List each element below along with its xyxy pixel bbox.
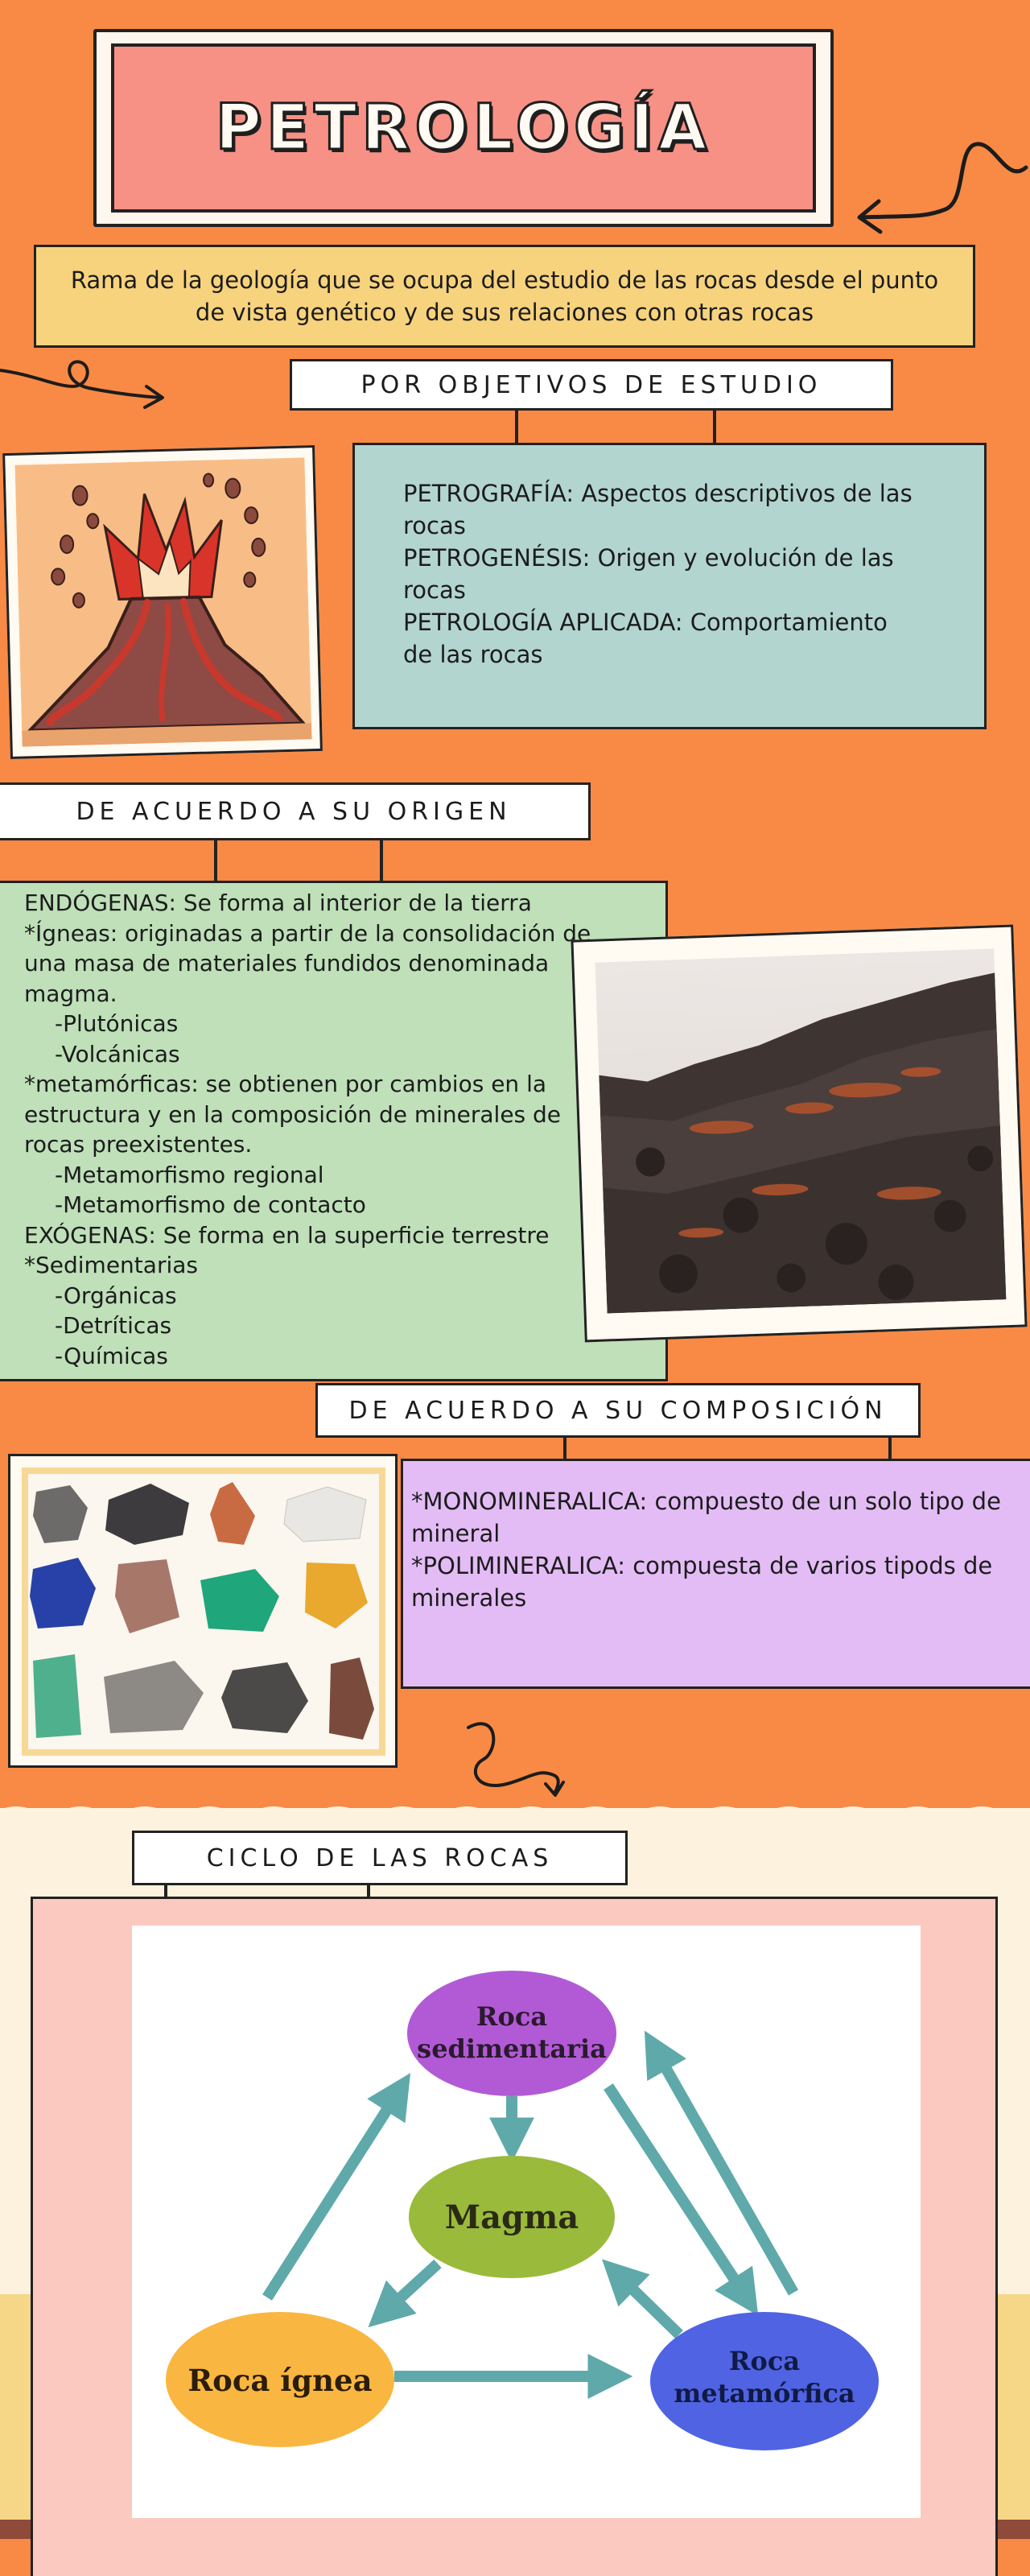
- definition-box: [34, 245, 975, 348]
- volcano-illustration-icon: [14, 457, 311, 746]
- origen-line: -Orgánicas: [55, 1282, 177, 1309]
- rock-cycle-diagram: [132, 1926, 921, 2518]
- lava-photo-frame: [571, 925, 1027, 1343]
- origen-line: estructura y en la composición de minerales de: [24, 1100, 562, 1128]
- connector-line: [367, 1885, 370, 1898]
- origen-line: magma.: [24, 980, 117, 1007]
- composicion-line: *MONOMINERALICA: compuesto de un solo tipo de: [411, 1488, 1001, 1515]
- node-metamorfica-label-1: Roca: [728, 2346, 801, 2376]
- node-sedimentaria-label-1: Roca: [476, 2001, 548, 2032]
- composicion-line: minerales: [411, 1584, 527, 1612]
- connector-line: [515, 411, 518, 444]
- section-header-origen: [0, 782, 591, 840]
- title-banner: [111, 43, 816, 213]
- origen-line: ENDÓGENAS: Se forma al interior de la tierra: [24, 890, 532, 916]
- node-magma: [409, 2156, 615, 2278]
- origen-line: -Detríticas: [55, 1312, 172, 1339]
- arrow-meta-to-magma: [615, 2272, 679, 2334]
- composicion-line: *POLIMINERALICA: compuesta de varios tipods de: [411, 1552, 993, 1579]
- minerals-photo-frame: [8, 1454, 398, 1768]
- definition-text: Rama de la geología que se ocupa del estudio de las rocas desde el punto de vista genético y de sus relaciones con otras rocas: [70, 266, 939, 326]
- arrow-ignea-to-sed: [267, 2088, 401, 2297]
- origen-line: EXÓGENAS: Se forma en la superficie terrestre: [24, 1221, 550, 1249]
- node-magma-label: Magma: [444, 2198, 579, 2236]
- origen-line: una masa de materiales fundidos denominada: [24, 950, 550, 976]
- rock-cycle-svg: [132, 1926, 921, 2518]
- objetivos-box: [352, 443, 987, 729]
- node-metamorfica-label-2: metamórfica: [674, 2378, 855, 2409]
- section-header-ciclo: [132, 1831, 628, 1885]
- arrow-sed-to-meta: [608, 2087, 748, 2301]
- origen-line: -Volcánicas: [55, 1040, 180, 1067]
- origen-line: -Químicas: [55, 1342, 168, 1369]
- node-metamorfica: [650, 2312, 879, 2450]
- arrow-magma-to-ignea: [381, 2264, 438, 2315]
- connector-line: [214, 840, 217, 881]
- page-title: PETROLOGÍA: [215, 92, 712, 164]
- origen-line: *metamórficas: se obtienen por cambios en la: [24, 1071, 547, 1097]
- torn-edge: [0, 1802, 1030, 1818]
- node-ignea: [166, 2312, 394, 2447]
- origen-line: -Metamorfismo regional: [55, 1161, 324, 1188]
- composicion-line: mineral: [411, 1520, 501, 1547]
- section-header-composicion: [315, 1383, 921, 1438]
- node-sedimentaria-label-2: sedimentaria: [417, 2033, 607, 2064]
- objetivos-line: PETROGENÉSIS: Origen y evolución de las: [403, 544, 894, 572]
- origen-line: *Ígneas: originadas a partir de la consolidación de: [24, 919, 591, 947]
- connector-line: [563, 1438, 566, 1460]
- section-header-ciclo-label: CICLO DE LAS ROCAS: [206, 1843, 554, 1872]
- origen-line: rocas preexistentes.: [24, 1131, 253, 1158]
- node-ignea-label: Roca ígnea: [187, 2363, 373, 2398]
- squiggle-arrow-icon: [451, 1711, 571, 1800]
- lava-field-photo-icon: [595, 948, 1006, 1313]
- origen-line: *Sedimentarias: [24, 1252, 198, 1278]
- node-sedimentaria: [407, 1971, 616, 2096]
- section-header-objetivos: [290, 359, 893, 411]
- loop-arrow-icon: [0, 346, 177, 411]
- connector-line: [713, 411, 716, 444]
- connector-line: [164, 1885, 167, 1898]
- section-header-origen-label: DE ACUERDO A SU ORIGEN: [76, 797, 512, 826]
- objetivos-line: rocas: [403, 512, 466, 539]
- section-header-composicion-label: DE ACUERDO A SU COMPOSICIÓN: [348, 1396, 888, 1425]
- origen-box: [0, 881, 668, 1381]
- section-header-objetivos-label: POR OBJETIVOS DE ESTUDIO: [360, 370, 822, 399]
- connector-line: [888, 1438, 892, 1460]
- objetivos-line: de las rocas: [403, 641, 543, 668]
- origen-line: -Plutónicas: [55, 1010, 179, 1037]
- volcano-frame: [2, 445, 323, 759]
- squiggle-arrow-icon: [845, 121, 1030, 242]
- origen-line: -Metamorfismo de contacto: [55, 1191, 366, 1218]
- objetivos-line: PETROGRAFÍA: Aspectos descriptivos de las: [403, 480, 913, 507]
- connector-line: [380, 840, 383, 881]
- minerals-photo-icon: [22, 1468, 385, 1756]
- composicion-box: [401, 1459, 1030, 1689]
- objetivos-line: rocas: [403, 576, 466, 604]
- objetivos-line: PETROLOGÍA APLICADA: Comportamiento: [403, 609, 888, 636]
